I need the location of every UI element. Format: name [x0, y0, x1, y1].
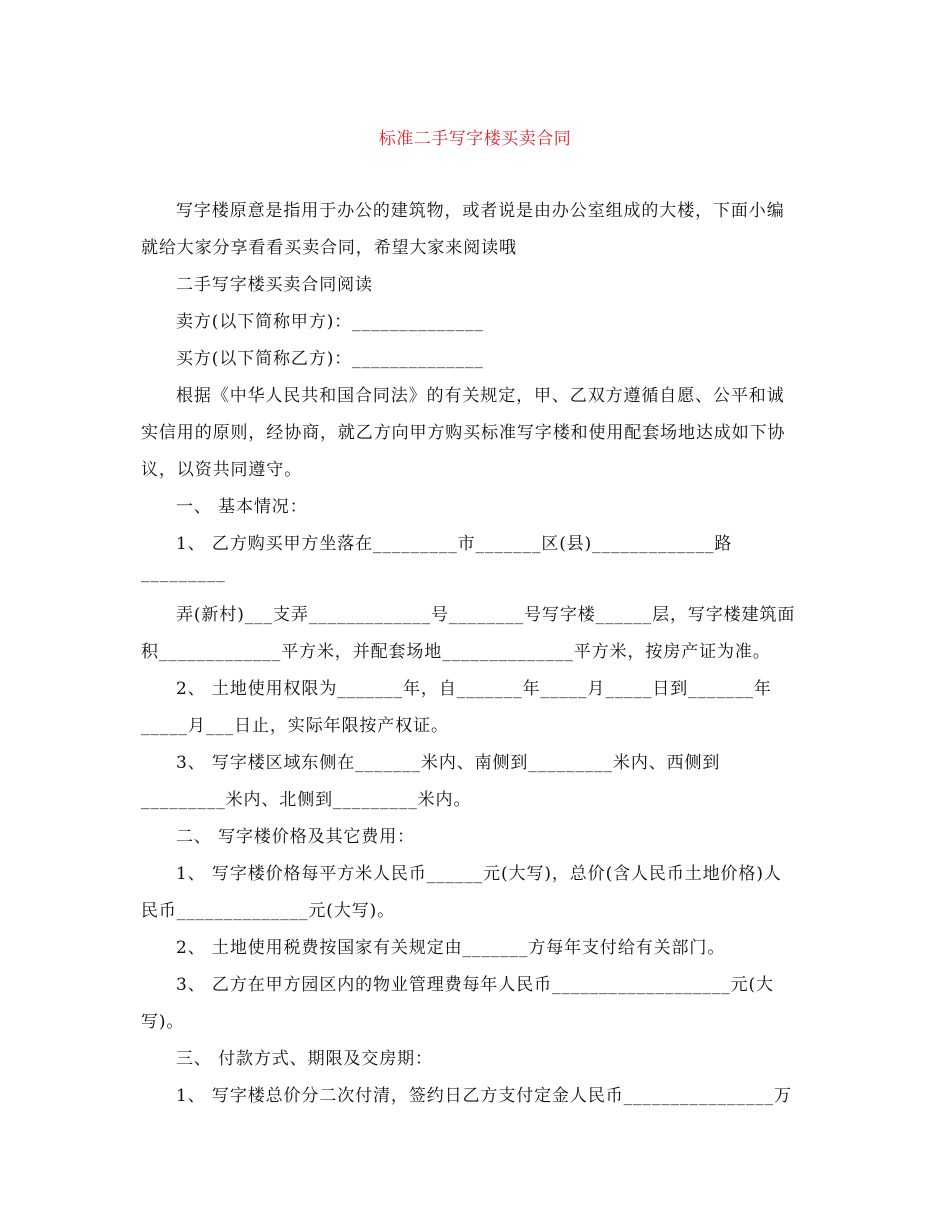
preamble-line-3: 议，以资共同遵守。 [141, 460, 303, 480]
clause-1-3-line-1: 3、 写字楼区域东侧在_______米内、南侧到_________米内、西侧到 [176, 753, 721, 773]
section-3-heading: 三、 付款方式、期限及交房期： [176, 1049, 433, 1069]
clause-2-1-line-1: 1、 写字楼价格每平方米人民币______元(大写)，总价(含人民币土地价格)人 [176, 864, 782, 884]
clause-3-1-line-1: 1、 写字楼总价分二次付清，签约日乙方支付定金人民币________________万 [176, 1086, 792, 1106]
clause-2-2: 2、 土地使用税费按国家有关规定由_______方每年支付给有关部门。 [176, 938, 726, 958]
clause-1-1-line-2: _________ [141, 563, 226, 583]
clause-2-3-line-2: 写)。 [141, 1012, 185, 1032]
document-title: 标准二手写字楼买卖合同 [378, 129, 572, 149]
preamble-line-1: 根据《中华人民共和国合同法》的有关规定，甲、乙双方遵循自愿、公平和诚 [176, 386, 785, 406]
section-2-heading: 二、 写字楼价格及其它费用： [176, 827, 416, 847]
preamble-line-2: 实信用的原则，经协商，就乙方向甲方购买标准写字楼和使用配套场地达成如下协 [141, 423, 786, 443]
clause-2-3-line-1: 3、 乙方在甲方园区内的物业管理费每年人民币___________________元(大 [176, 975, 774, 995]
clause-1-2-line-1: 2、 土地使用权限为_______年，自_______年_____月_____日到_______年 [176, 679, 772, 699]
intro-line-2: 就给大家分享看看买卖合同，希望大家来阅读哦 [141, 238, 517, 258]
clause-1-1-line-1: 1、 乙方购买甲方坐落在_________市_______区(县)_____________路 [176, 534, 733, 554]
clause-1-3-line-2: _________米内、北侧到_________米内。 [141, 790, 472, 810]
section-1-heading: 一、 基本情况： [176, 497, 308, 517]
contract-subtitle: 二手写字楼买卖合同阅读 [176, 275, 373, 295]
clause-1-1-line-4: 积_____________平方米，并配套场地______________平方米，按房产证为准。 [141, 642, 771, 662]
seller-line: 卖方(以下简称甲方)：______________ [176, 312, 484, 332]
buyer-line: 买方(以下简称乙方)：______________ [176, 349, 484, 369]
intro-line-1: 写字楼原意是指用于办公的建筑物，或者说是由办公室组成的大楼，下面小编 [176, 201, 785, 221]
clause-2-1-line-2: 民币______________元(大写)。 [141, 901, 396, 921]
clause-1-2-line-2: _____月___日止，实际年限按产权证。 [141, 716, 449, 736]
clause-1-1-line-3: 弄(新村)___支弄_____________号________号写字楼______层，写字楼建筑面 [176, 605, 796, 625]
